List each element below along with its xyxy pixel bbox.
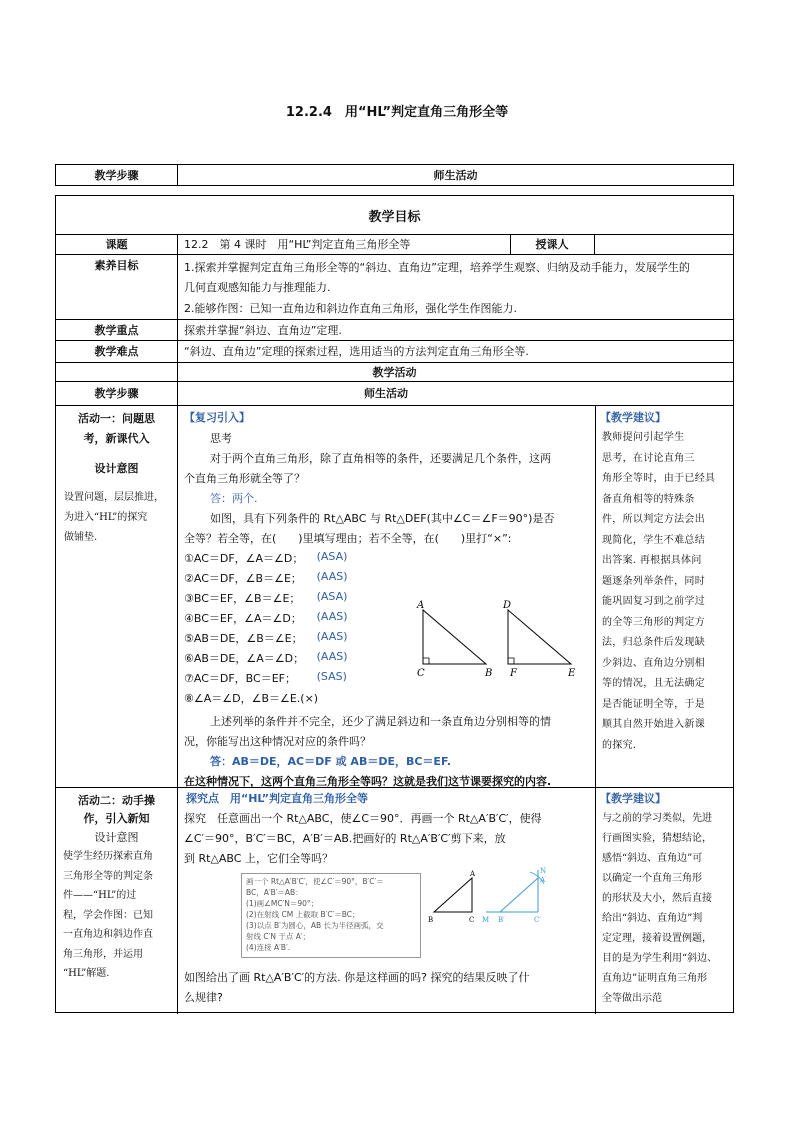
suggest-tag: 【教学建议】 [600, 792, 666, 805]
act1-design-line: 设置问题，层层推进， [64, 492, 164, 503]
act1-design-line: 为进入“HL”的探究 [64, 512, 148, 523]
suggest-line: 顺其自然开始进入新课 [602, 719, 705, 730]
fig-label: B′ [498, 916, 505, 924]
act1-line: 思考 [210, 432, 232, 445]
act2-line: 到 Rt△ABC 上，它们全等吗？ [184, 852, 333, 865]
construction-steps-box [241, 873, 421, 958]
act2-design-line: 程，学会作图：已知 [63, 909, 153, 921]
condition-item: ⑦AC＝DF，BC＝EF； [184, 672, 296, 685]
act1-final: 在这种情况下，这两个直角三角形全等吗？这就是我们这节课要探究的内容. [184, 775, 552, 788]
fig-label: F [510, 668, 517, 679]
act2-design-line: 使学生经历探索直角 [63, 851, 153, 862]
act2-tail: 么规律? [184, 991, 223, 1004]
triangle-figure [411, 596, 586, 681]
condition-answer: (ASA) [316, 550, 348, 563]
fig-label: B [485, 668, 493, 679]
header-activity: 师生活动 [433, 169, 478, 182]
box-line: 画一个 Rt△A′B′C′，使∠C′＝90°，B′C′＝ [246, 877, 384, 886]
condition-item: ①AC＝DF，∠A＝∠D； [184, 552, 304, 565]
key-value: 探索并掌握“斜边、直角边”定理. [184, 323, 342, 337]
act1-title: 活动一：问题思 [78, 412, 155, 425]
fig-label: C′ [534, 916, 541, 924]
suggest-line: 等的情况，且无法确定 [602, 678, 705, 689]
literacy-label: 素养目标 [94, 259, 139, 272]
condition-item: ⑧∠A＝∠D，∠B＝∠E.(×) [184, 692, 319, 705]
suggest-line: 少斜边、直角边分别相 [602, 657, 705, 669]
suggest-line: 全等做出示范 [602, 993, 662, 1004]
act2-design-line: 一直角边和斜边作直 [63, 929, 153, 940]
suggest-line: 角形全等时，由于已经具 [602, 473, 716, 484]
literacy-line: 几何直观感知能力与推理能力. [184, 281, 331, 294]
condition-answer: (AAS) [316, 650, 348, 663]
act2-design-line: “HL”解题. [63, 968, 110, 979]
fig-label: C [417, 668, 425, 679]
suggest-line: 的形状及大小，然后直接 [602, 893, 712, 904]
suggest-line: 出答案. 再根据具体问 [602, 555, 702, 566]
suggest-line: 能巩固复习到之前学过 [602, 596, 705, 607]
suggest-line: 以确定一个直角三角形 [602, 873, 702, 884]
fig-label: A [470, 870, 476, 878]
literacy-line: 1.探索并掌握判定直角三角形全等的“斜边、直角边”定理，培养学生观察、归纳及动手能力，发展学生的 [184, 261, 690, 274]
subheader-step: 教学步骤 [94, 387, 139, 400]
suggest-line: 定定理，接着设置例题， [602, 933, 712, 944]
condition-item: ③BC＝EF，∠B＝∠E； [184, 592, 301, 605]
header-step: 教学步骤 [56, 165, 178, 185]
suggest-line: 教师提问引起学生 [602, 432, 685, 443]
review-tag: 【复习引入】 [184, 411, 250, 424]
diff-label: 教学难点 [94, 345, 139, 358]
fig-label: E [568, 668, 576, 679]
suggest-line: 的全等三角形的判定方 [602, 616, 705, 628]
suggest-line: 直角边”证明直角三角形 [602, 973, 708, 984]
act1-title: 考，新课代入 [83, 432, 150, 445]
condition-item: ⑤AB＝DE，∠B＝∠E； [184, 632, 303, 645]
suggest-line: 的探究. [602, 739, 637, 751]
condition-answer: (AAS) [316, 610, 348, 623]
act1-tail: 上述列举的条件并不完全，还少了满足斜边和一条直角边分别相等的情 [210, 715, 551, 728]
condition-item: ②AC＝DF，∠B＝∠E； [184, 572, 302, 585]
suggest-tag: 【教学建议】 [600, 411, 666, 424]
literacy-line: 2.能够作图：已知一直角边和斜边作直角三角形，强化学生作图能力. [184, 302, 517, 315]
condition-answer: (AAS) [316, 570, 348, 583]
suggest-line: 现简化，学生不难总结 [602, 534, 705, 546]
suggest-line: 与之前的学习类似，先进 [602, 813, 712, 824]
page-title: 12.2.4 用“HL”判定直角三角形全等 [285, 105, 509, 120]
act2-design-line: 件——“HL”的过 [63, 890, 137, 901]
suggest-line: 行画图实验，猜想结论， [602, 833, 712, 844]
condition-item: ⑥AB＝DE，∠A＝∠D； [184, 652, 305, 665]
goals-heading: 教学目标 [368, 209, 421, 225]
suggest-line: 题逐条列举条件，同时 [602, 575, 705, 587]
act1-design-label: 设计意图 [94, 462, 139, 475]
diff-value: “斜边、直角边”定理的探索过程，选用适当的方法判定直角三角形全等. [184, 345, 529, 358]
suggest-line: 思考，在讨论直角三 [602, 452, 695, 464]
act1-design-line: 做铺垫. [64, 532, 98, 543]
box-line: (3)以点 B′为圆心，AB 长为半径画弧，交 [246, 921, 384, 930]
box-line: (2)在射线 CM 上截取 B′C′＝BC； [246, 910, 360, 919]
condition-answer: (ASA) [316, 590, 348, 603]
fig-label: M [482, 916, 490, 924]
suggest-line: 法，归总条件后发现缺 [602, 637, 705, 648]
act1-line: 对于两个直角三角形，除了直角相等的条件，还要满足几个条件，这两 [210, 452, 551, 465]
act2-title: 作，引入新知 [83, 812, 150, 825]
act2-line: ∠C′＝90°，B′C′＝BC，A′B′＝AB.把画好的 Rt△A′B′C′剪下来，放 [184, 832, 506, 845]
act2-tail: 如图给出了画 Rt△A′B′C′的方法. 你是这样画的吗? 探究的结果反映了什 [184, 971, 530, 984]
act2-title: 活动二：动手操 [78, 794, 155, 807]
condition-answer: (SAS) [316, 670, 347, 683]
key-label: 教学重点 [94, 323, 139, 337]
condition-item: ④BC＝EF，∠A＝∠D； [184, 612, 302, 625]
act2-design-line: 角三角形，并运用 [63, 948, 143, 960]
act1-line: 全等？若全等，在( )里填写理由；若不全等，在( )里打“×”: [184, 532, 512, 545]
suggest-line: 感悟“斜边、直角边”可 [602, 853, 703, 864]
topic-label: 课题 [105, 238, 128, 251]
activity-heading: 教学活动 [372, 365, 417, 379]
fig-label: C [469, 916, 475, 924]
act1-line: 个直角三角形就全等了？ [184, 472, 305, 485]
fig-label: B [428, 916, 434, 924]
fig-label: A′ [540, 876, 547, 884]
topic-value: 12.2 第 4 课时 用“HL”判定直角三角形全等 [184, 238, 411, 251]
fig-label: A [417, 600, 425, 611]
suggest-line: 目的是为学生利用“斜边、 [602, 953, 718, 964]
act2-design-line: 三角形全等的判定条 [63, 870, 153, 882]
fig-label: D [503, 600, 512, 611]
suggest-line: 备直角相等的特殊条 [602, 493, 695, 505]
fig-label: N [540, 867, 547, 875]
box-line: (1)画∠MC′N＝90°； [246, 899, 319, 908]
act2-line: 探究 任意画出一个 Rt△ABC，使∠C＝90°．再画一个 Rt△A′B′C′，使得 [184, 812, 542, 825]
suggest-line: 件，所以判定方法会出 [602, 514, 705, 525]
act1-answer: 答：两个. [210, 492, 258, 505]
act1-line: 如图，具有下列条件的 Rt△ABC 与 Rt△DEF(其中∠C＝∠F＝90°)是否 [210, 512, 555, 525]
act1-answer-line: 答：AB＝DE，AC＝DF 或 AB＝DE，BC＝EF. [210, 755, 452, 768]
suggest-line: 给出“斜边、直角边”判 [602, 913, 703, 924]
header-table [55, 164, 734, 186]
box-line: BC，A′B′＝AB： [246, 888, 303, 897]
construction-figure [426, 866, 556, 926]
act1-tail: 况，你能写出这种情况对应的条件吗？ [184, 735, 371, 748]
act2-design-label: 设计意图 [94, 831, 139, 844]
suggest-line: 是否能证明全等，于是 [602, 698, 705, 710]
teacher-label: 授课人 [535, 238, 569, 251]
subheader-activity: 师生活动 [364, 387, 408, 400]
point-title: 探究点 用“HL”判定直角三角形全等 [186, 792, 369, 805]
box-line: (4)连接 A′B′. [246, 943, 291, 952]
condition-answer: (AAS) [316, 630, 348, 643]
lesson-table [55, 195, 734, 1013]
box-line: 射线 C′N 于点 A′； [246, 932, 311, 941]
